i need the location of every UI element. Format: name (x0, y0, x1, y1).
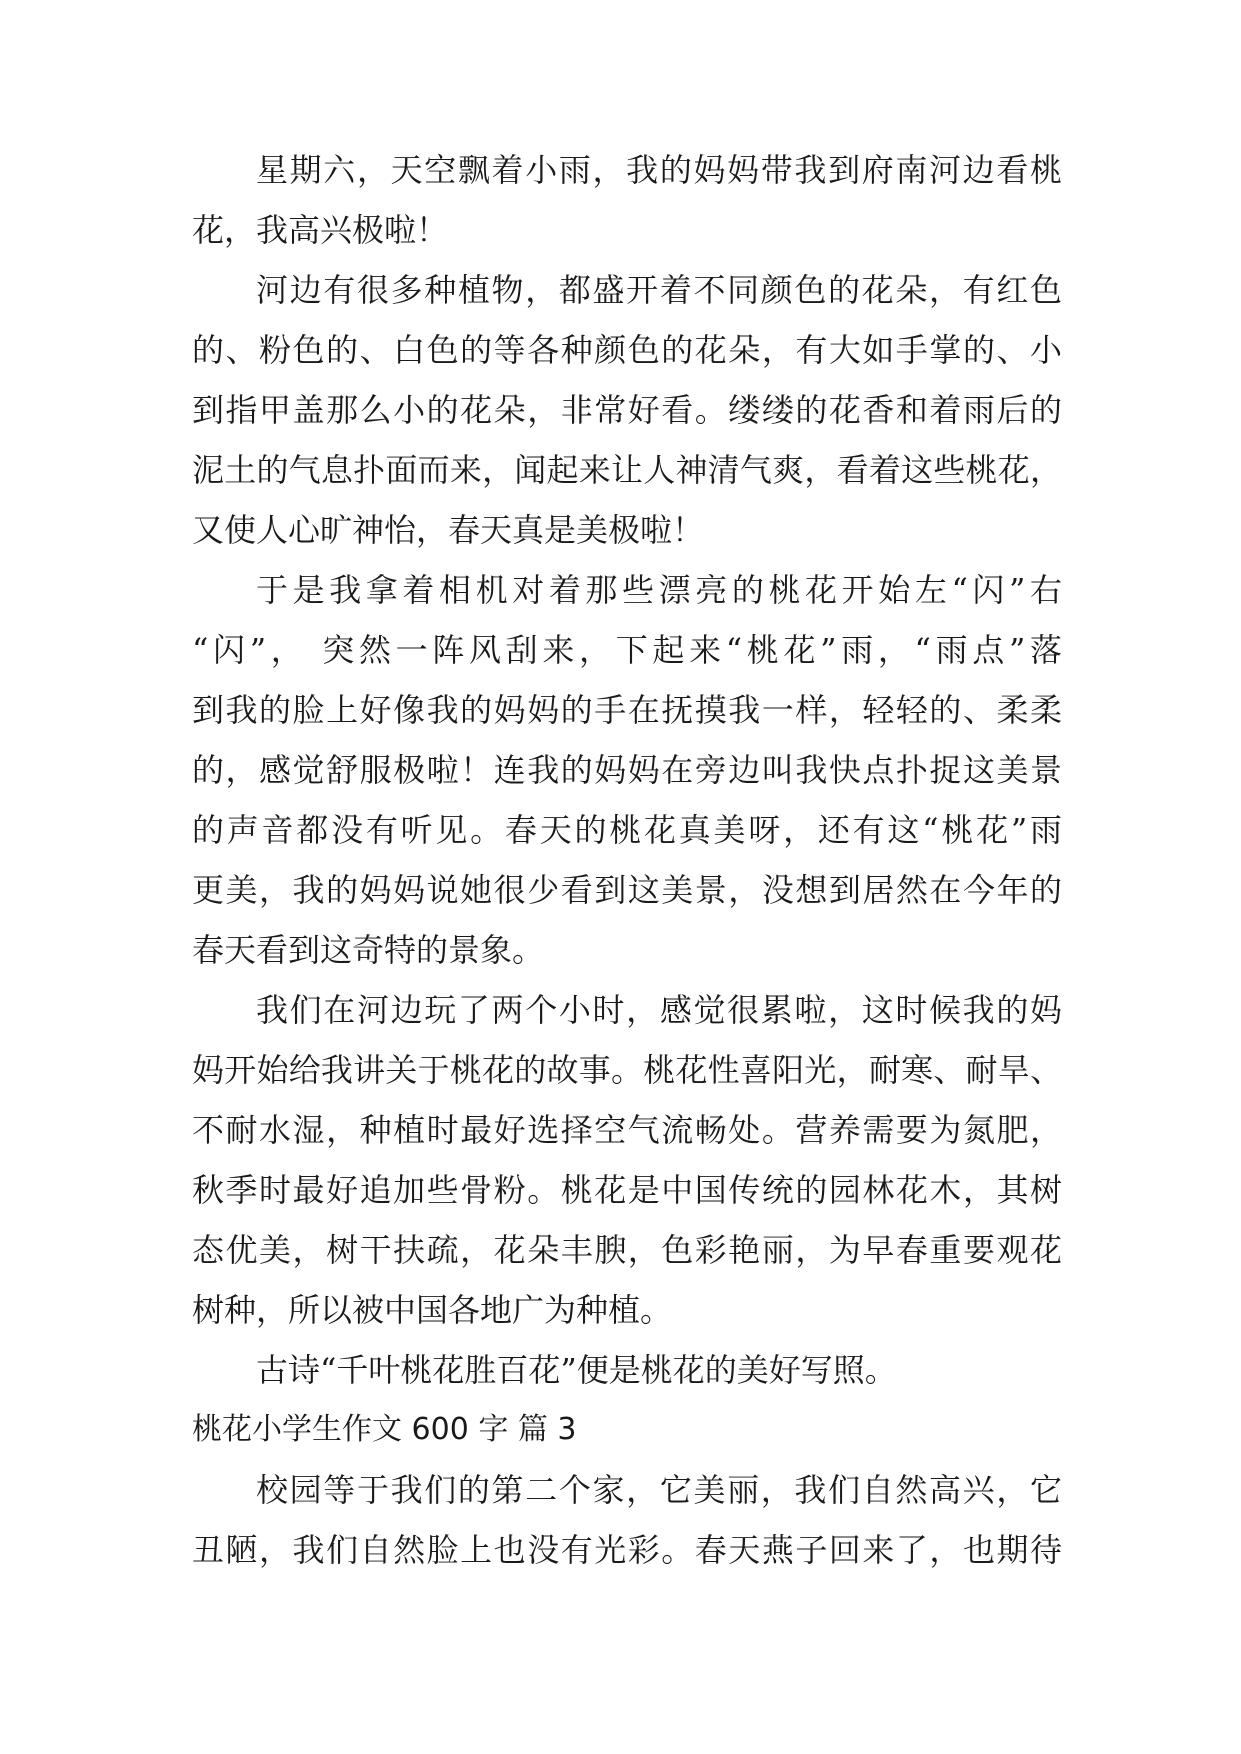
text-line: 春天看到这奇特的景象。 (192, 931, 545, 969)
text-line: 花，我高兴极啦！ (192, 211, 449, 249)
text-line: 树种，所以被中国各地广为种植。 (192, 1291, 673, 1329)
text-line: 河边有很多种植物，都盛开着不同颜色的花朵，有红色 (256, 271, 1062, 309)
text-line: 更美，我的妈妈说她很少看到这美景，没想到居然在今年的 (192, 871, 1062, 909)
text-line: 泥土的气息扑面而来，闻起来让人神清气爽，看着这些桃花， (192, 451, 1062, 489)
text-line: 古诗“千叶桃花胜百花”便是桃花的美好写照。 (256, 1351, 897, 1389)
text-line: 丑陋，我们自然脸上也没有光彩。春天燕子回来了，也期待 (192, 1531, 1062, 1569)
section-heading: 桃花小学生作文 600 字 篇 3 (192, 1412, 577, 1447)
text-line: 我们在河边玩了两个小时，感觉很累啦，这时候我的妈 (256, 991, 1062, 1029)
text-line: 又使人心旷神怡，春天真是美极啦！ (192, 511, 705, 549)
text-line: 态优美，树干扶疏，花朵丰腴，色彩艳丽，为早春重要观花 (192, 1231, 1062, 1269)
text-line: 秋季时最好追加些骨粉。桃花是中国传统的园林花木，其树 (192, 1171, 1062, 1209)
text-line: 到我的脸上好像我的妈妈的手在抚摸我一样，轻轻的、柔柔 (192, 691, 1062, 729)
text-line: 于是我拿着相机对着那些漂亮的桃花开始左“闪”右 (256, 571, 1062, 609)
text-line: 妈开始给我讲关于桃花的故事。桃花性喜阳光，耐寒、耐旱、 (192, 1051, 1062, 1089)
text-line: 到指甲盖那么小的花朵，非常好看。缕缕的花香和着雨后的 (192, 391, 1062, 429)
text-line: 星期六，天空飘着小雨，我的妈妈带我到府南河边看桃 (256, 151, 1062, 189)
text-line: “闪”， 突然一阵风刮来，下起来“桃花”雨，“雨点”落 (192, 631, 1062, 669)
text-line: 的，感觉舒服极啦！连我的妈妈在旁边叫我快点扑捉这美景 (192, 751, 1062, 789)
text-line: 的、粉色的、白色的等各种颜色的花朵，有大如手掌的、小 (192, 331, 1062, 369)
text-line: 校园等于我们的第二个家，它美丽，我们自然高兴，它 (256, 1471, 1062, 1509)
text-line: 不耐水湿，种植时最好选择空气流畅处。营养需要为氮肥， (192, 1111, 1062, 1149)
text-line: 的声音都没有听见。春天的桃花真美呀，还有这“桃花”雨 (192, 811, 1062, 849)
